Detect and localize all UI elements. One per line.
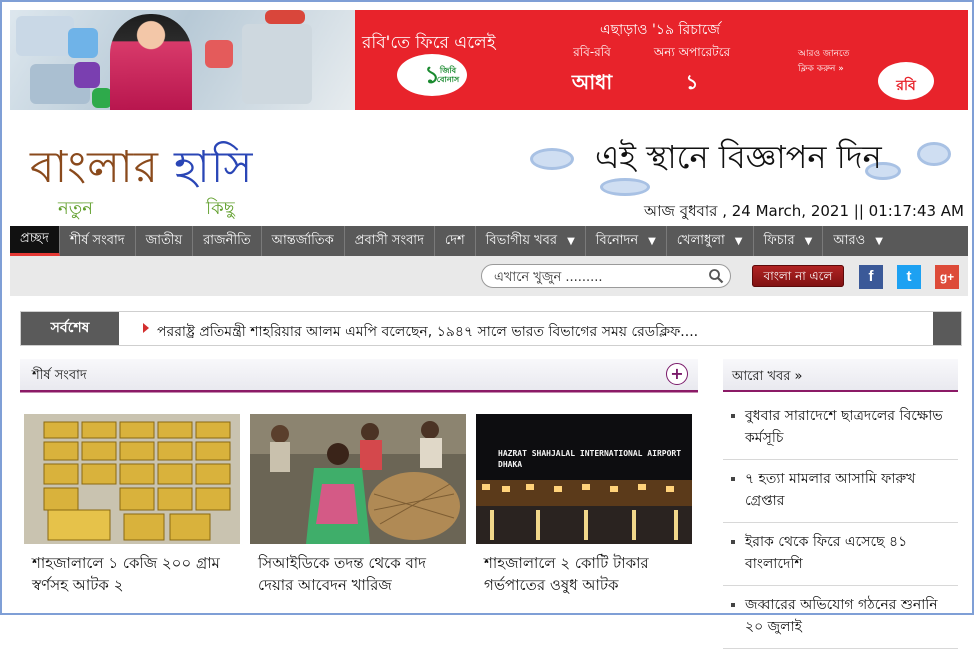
nav-more[interactable] [823, 226, 893, 256]
story-title[interactable]: শাহজালালে ২ কোটি টাকার গর্ভপাতের ওষুধ আটক [484, 554, 649, 594]
masthead [10, 110, 968, 225]
logo-part2: হাসি [173, 142, 254, 193]
airport-image[interactable] [476, 414, 692, 544]
nav-politics[interactable] [193, 226, 262, 256]
search-input[interactable] [492, 267, 706, 287]
google-plus-icon[interactable]: g+ [935, 265, 959, 289]
nav-label: শীর্ষ সংবাদ [69, 232, 125, 248]
nav-label: খেলাধুলা [676, 232, 725, 248]
search-icon[interactable] [708, 268, 724, 284]
list-item[interactable]: বুধবার সারাদেশে ছাত্রদলের বিক্ষোভ কর্মসূচি [723, 405, 958, 460]
logo-sub-2: কিছু [206, 198, 235, 219]
nav-label: প্রবাসী সংবাদ [354, 232, 424, 248]
chevron-down-icon: ▼ [804, 235, 813, 247]
story-title[interactable]: শাহজালালে ১ কেজি ২০০ গ্রাম স্বর্ণসহ আটক ২ [32, 554, 220, 594]
badge-number: ১ [424, 61, 440, 89]
nav-label: ফিচার [763, 232, 795, 248]
airport-sign: HAZRAT SHAHJALAL INTERNATIONAL AIRPORT DHAKA [498, 449, 682, 469]
banner-collage-image [10, 10, 355, 110]
nav-national[interactable] [136, 226, 194, 256]
story-card[interactable] [250, 414, 466, 596]
top-news-header [20, 359, 698, 392]
story-card[interactable] [476, 414, 692, 596]
nav-label: আরও [833, 232, 866, 248]
protest-photo [250, 414, 466, 544]
top-news-title: শীর্ষ সংবাদ [32, 368, 87, 383]
list-item[interactable]: জব্বারের অভিযোগ গঠনের শুনানি ২০ জুলাই [723, 594, 958, 649]
nav-home[interactable] [10, 226, 60, 256]
nav-label: জাতীয় [145, 232, 183, 248]
search-box [481, 264, 731, 288]
nav-entertainment[interactable] [586, 226, 667, 256]
logo-part1: বাংলার [30, 142, 159, 193]
ticker-headline[interactable]: পররাষ্ট্র প্রতিমন্ত্রী শাহরিয়ার আলম এমপি বলেছেন, ১৯৪৭ সালে ভারত বিভাগের সময় রেডক্লিফ.... [157, 324, 699, 340]
col1-value: আধা [571, 70, 613, 94]
gold-bars-image[interactable] [24, 414, 240, 544]
more-news-header [723, 359, 958, 392]
logo-sub-1: নতুন [58, 198, 93, 219]
breaking-news-ticker [20, 311, 962, 346]
nav-label: দেশ [444, 232, 465, 248]
banner-headline: এছাড়াও '১৯ রিচার্জে [600, 22, 720, 38]
story-card[interactable] [24, 414, 240, 596]
chevron-down-icon: ▼ [567, 235, 575, 247]
nav-label: বিভাগীয় খবর [485, 232, 558, 248]
nav-international[interactable] [262, 226, 345, 256]
ticker-arrow-icon [143, 323, 149, 333]
col2-title: অন্য অপারেটরে [653, 45, 731, 59]
date-time: আজ বুধবার , 24 March, 2021 || 01:17:43 AM [644, 202, 964, 220]
ad-space-placeholder[interactable] [525, 120, 955, 192]
ticker-end-cap [933, 312, 961, 345]
facebook-icon[interactable]: f [859, 265, 883, 289]
nav-label: প্রচ্ছদ [20, 231, 49, 246]
nav-label: রাজনীতি [203, 232, 251, 248]
top-ad-banner[interactable] [10, 10, 968, 110]
banner-model-figure [110, 14, 192, 110]
list-item[interactable]: ৭ হত্যা মামলার আসামি ফারুখ গ্রেপ্তার [723, 468, 958, 523]
chevron-down-icon: ▼ [734, 235, 743, 247]
banner-learn-more[interactable]: আরও জানতে ক্লিক করুন » [798, 49, 850, 74]
decor-ellipse [530, 148, 574, 170]
banner-1gb-badge [397, 54, 467, 96]
col2-value: ১ [685, 70, 699, 94]
main-nav [10, 226, 968, 256]
nav-sports[interactable] [667, 226, 754, 256]
banner-tagline: রবি'তে ফিরে এলেই [362, 33, 496, 53]
more-news-title[interactable]: আরো খবর » [732, 369, 803, 384]
search-toolbar [10, 256, 968, 296]
ad-space-text: এই স্থানে বিজ্ঞাপন দিন [595, 138, 882, 176]
airport-photo [476, 414, 692, 544]
nav-expat[interactable] [345, 226, 435, 256]
nav-label: বিনোদন [595, 232, 639, 248]
more-news-list [723, 405, 958, 657]
nav-feature[interactable] [754, 226, 824, 256]
expand-plus-button[interactable]: + [666, 363, 688, 385]
nav-divisional[interactable] [476, 226, 586, 256]
decor-ellipse [917, 142, 951, 166]
bangla-help-button[interactable]: বাংলা না এলে [752, 265, 844, 287]
story-title[interactable]: সিআইডিকে তদন্ত থেকে বাদ দেয়ার আবেদন খারিজ [258, 554, 427, 594]
chevron-down-icon: ▼ [648, 235, 656, 247]
nav-label: আন্তর্জাতিক [271, 232, 334, 248]
twitter-icon[interactable]: t [897, 265, 921, 289]
nav-top-news[interactable] [60, 226, 136, 256]
protest-image[interactable] [250, 414, 466, 544]
robi-logo: রবি [878, 62, 934, 100]
chevron-down-icon: ▼ [875, 235, 883, 247]
badge-caption: জিবি বোনাস [436, 66, 460, 84]
breaking-label: সর্বশেষ [21, 312, 119, 345]
nav-country[interactable] [435, 226, 476, 256]
col1-title: রবি-রবি [573, 45, 611, 59]
gold-bars-photo [24, 414, 240, 544]
list-item[interactable]: ইরাক থেকে ফিরে এসেছে ৪১ বাংলাদেশি [723, 531, 958, 586]
